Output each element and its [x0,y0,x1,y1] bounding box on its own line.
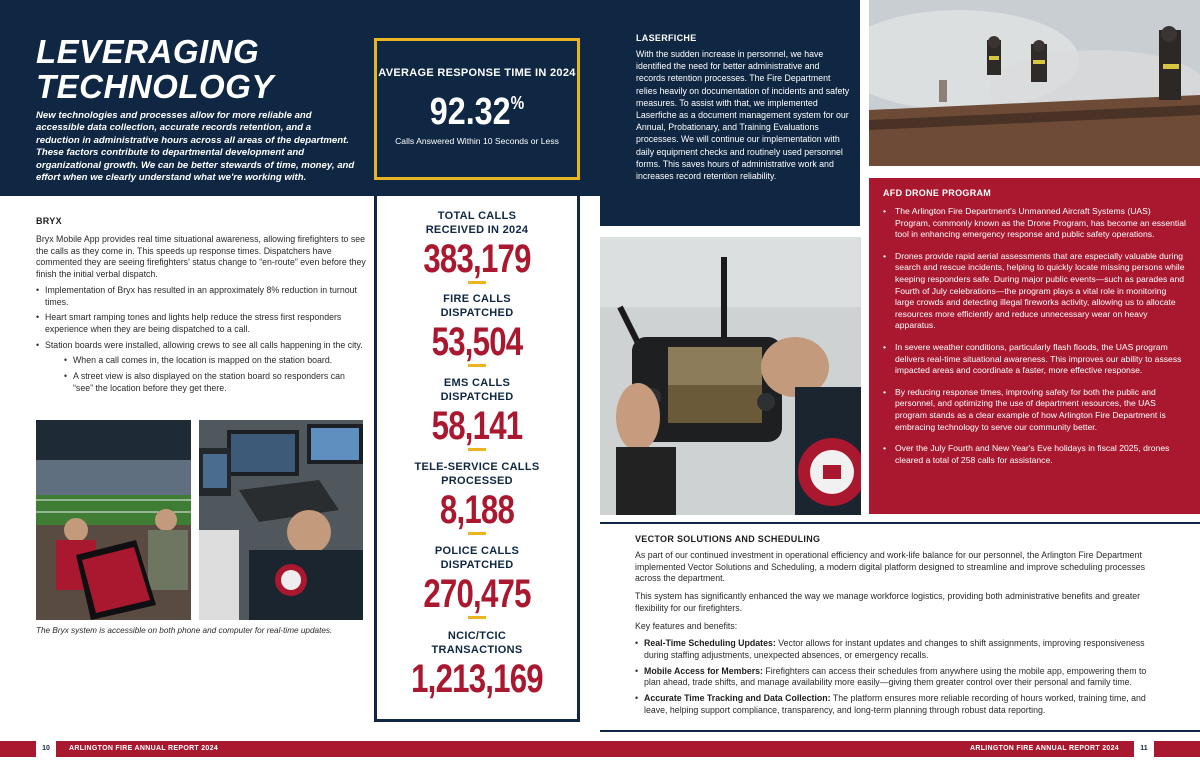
stat-value: 58,141 [431,404,523,448]
page-title [36,34,274,104]
vector-body [635,550,1165,720]
feature-title: Real-Time Scheduling Updates: [644,638,776,649]
response-time-label: AVERAGE RESPONSE TIME IN 2024 [378,67,576,79]
roof-photo-illustration [869,0,1200,166]
intro-text: New technologies and processes allow for more reliable and accessible data collection, accurate records retention, and a reduction in administrative hours across all areas of the department. These factors contribute to departmental development and organizational growth. We can be better stewards of time, money, and effort when we clearly understand what we're working with. [36,110,355,184]
stat-tele-service [377,461,577,535]
stat-label: FIRE CALLS DISPATCHED [440,293,514,319]
list-item [635,666,1165,689]
list-item: • The Arlington Fire Department's Unmanned Aircraft Systems (UAS) Program, commonly known as the Drone Program, has become an essential tool in enhancing emergency response and public safety operations. [883,206,1187,241]
bryx-section [36,216,366,394]
left-page-number: 10 [36,741,56,757]
stat-label: EMS CALLS DISPATCHED [440,377,514,403]
stat-label: NCIC/TCIC TRANSACTIONS [431,630,523,656]
vector-features [635,638,1165,716]
stadium-phone-photo [36,420,191,620]
stat-ncic [377,630,577,701]
feature-text: Firefighters can access their schedules from anywhere using the mobile app, empowering them to plan ahead, trade shifts, and manage availability more easily—giving them greater control over their personal and family time. [644,665,1147,688]
bryx-body: Bryx Mobile App provides real time situational awareness, allowing firefighters to see the calls as they come in. This speeds up response times. Dispatchers have commented they are seeing firefighters' status change to “en-route” even before they finish the initial verbal dispatch. [36,234,366,280]
stat-label: POLICE CALLS DISPATCHED [434,545,520,571]
list-item [635,638,1165,661]
list-item: • Station boards were installed, allowing crews to see all calls happening in the city. [36,340,366,352]
response-time-sub: Calls Answered Within 10 Seconds or Less [395,135,559,146]
list-item [635,693,1165,716]
feature-title: Accurate Time Tracking and Data Collection: [644,693,831,704]
right-footer-title: ARLINGTON FIRE ANNUAL REPORT 2024 [969,745,1119,752]
list-sub-item: • When a call comes in, the location is mapped on the station board. [64,355,366,367]
stat-label: TOTAL CALLS RECEIVED IN 2024 [425,210,529,236]
stat-police-calls [377,545,577,619]
photo-caption: The Bryx system is accessible on both phone and computer for real-time updates. [36,626,333,635]
feature-title: Mobile Access for Members: [644,665,763,676]
vector-heading: VECTOR SOLUTIONS AND SCHEDULING [635,534,821,544]
divider [468,616,486,619]
vector-paragraph-1: As part of our continued investment in operational efficiency and work-life balance for our personnel, the Arlington Fire Department implemented Vector Solutions and Scheduling, a modern digital platform designed to streamline and improve scheduling processes across the department. [635,550,1146,584]
stat-ems-calls [377,377,577,451]
percent-sign: % [510,92,525,113]
drone-controller-photo [600,237,861,515]
list-sub-item: • A street view is also displayed on the station board so responders can “see” the location before they get there. [64,371,366,394]
list-item: • In severe weather conditions, particularly flash floods, the UAS program delivers real-time situational awareness. This improves our ability to assess impacted areas and coordinate a faster, more effective response. [883,342,1187,377]
laserfiche-heading: LASERFICHE [636,33,697,43]
divider [468,532,486,535]
vector-solutions-section [600,522,1200,732]
right-page-number: 11 [1134,741,1154,757]
response-time-number: 92.32 [429,90,511,133]
stat-value: 1,213,169 [411,657,543,701]
call-stats-box [374,196,580,722]
dispatch-photo-illustration [199,420,363,620]
laserfiche-section [600,0,860,226]
drone-heading: AFD DRONE PROGRAM [883,188,992,198]
stat-value: 383,179 [423,237,531,281]
stat-fire-calls [377,293,577,367]
vector-paragraph-3: Key features and benefits: [635,620,738,631]
stat-label: TELE-SERVICE CALLS PROCESSED [414,461,540,487]
drone-photo-illustration [600,237,861,515]
dispatch-computer-photo [199,420,363,620]
list-item: • Implementation of Bryx has resulted in an approximately 8% reduction in turnout times. [36,285,366,308]
stat-total-calls [377,210,577,284]
drone-program-section [869,178,1200,514]
stadium-photo-illustration [36,420,191,620]
list-item: • By reducing response times, improving safety for both the public and personnel, and optimizing the use of department resources, the UAS program stands as a clear example of how Arlington Fire Department is embracing technology to serve our community better. [883,387,1187,433]
feature-text: Vector allows for instant updates and changes to shift assignments, improving responsiveness during staffing adjustments, unexpected absences, or emergency recalls. [644,638,1145,660]
divider [468,364,486,367]
vector-paragraph-2: This system has significantly enhanced the way we manage workforce logistics, providing both administrative benefits and greater flexibility for our firefighters. [635,591,1141,613]
stat-value: 270,475 [423,572,531,616]
response-time-box [374,38,580,180]
divider [468,281,486,284]
feature-text: The platform ensures more reliable recording of hours worked, training time, and leave, helping support compliance, transparency, and long-term planning through robust data reporting. [644,693,1146,715]
drone-bullets [883,206,1187,476]
response-time-value [392,83,562,132]
bryx-bullets [36,285,366,395]
list-item: • Heart smart ramping tones and lights help reduce the stress first responders experience when they are being dispatched to a call. [36,312,366,335]
firefighters-roof-photo [869,0,1200,166]
laserfiche-body: With the sudden increase in personnel, we have identified the need for better administrative and records retention processes. The Fire Department relies heavily on documentation of incidents and safety measures. To assist with that, we implemented Laserfiche as a document management system for our Annual, Probationary, and Training Evaluations processes. We will continue our implementation with daily equipment checks and routinely used personnel forms. This saves hours of administrative work and increases record retention reliability. [636,49,850,182]
bryx-heading: BRYX [36,216,62,226]
list-item: • Drones provide rapid aerial assessments that are especially valuable during search and rescue incidents, helping to quickly locate missing persons while keeping responders safe. During major public events—such as parades and Fourth of July celebrations—the program plays a vital role in monitoring large crowds and detecting illegal fireworks activity, allowing us to allocate resources more efficiently and reduce unnecessary wear on heavy apparatus. [883,251,1187,332]
stat-value: 8,188 [439,488,515,532]
title-line-2: TECHNOLOGY [36,68,274,105]
divider [468,448,486,451]
list-item: • Over the July Fourth and New Year's Eve holidays in fiscal 2025, drones cleared a total of 258 calls for assistance. [883,443,1187,466]
left-footer-title: ARLINGTON FIRE ANNUAL REPORT 2024 [69,745,219,752]
stat-value: 53,504 [431,320,523,364]
page-footer [0,741,1200,757]
title-line-1: LEVERAGING [36,33,260,70]
